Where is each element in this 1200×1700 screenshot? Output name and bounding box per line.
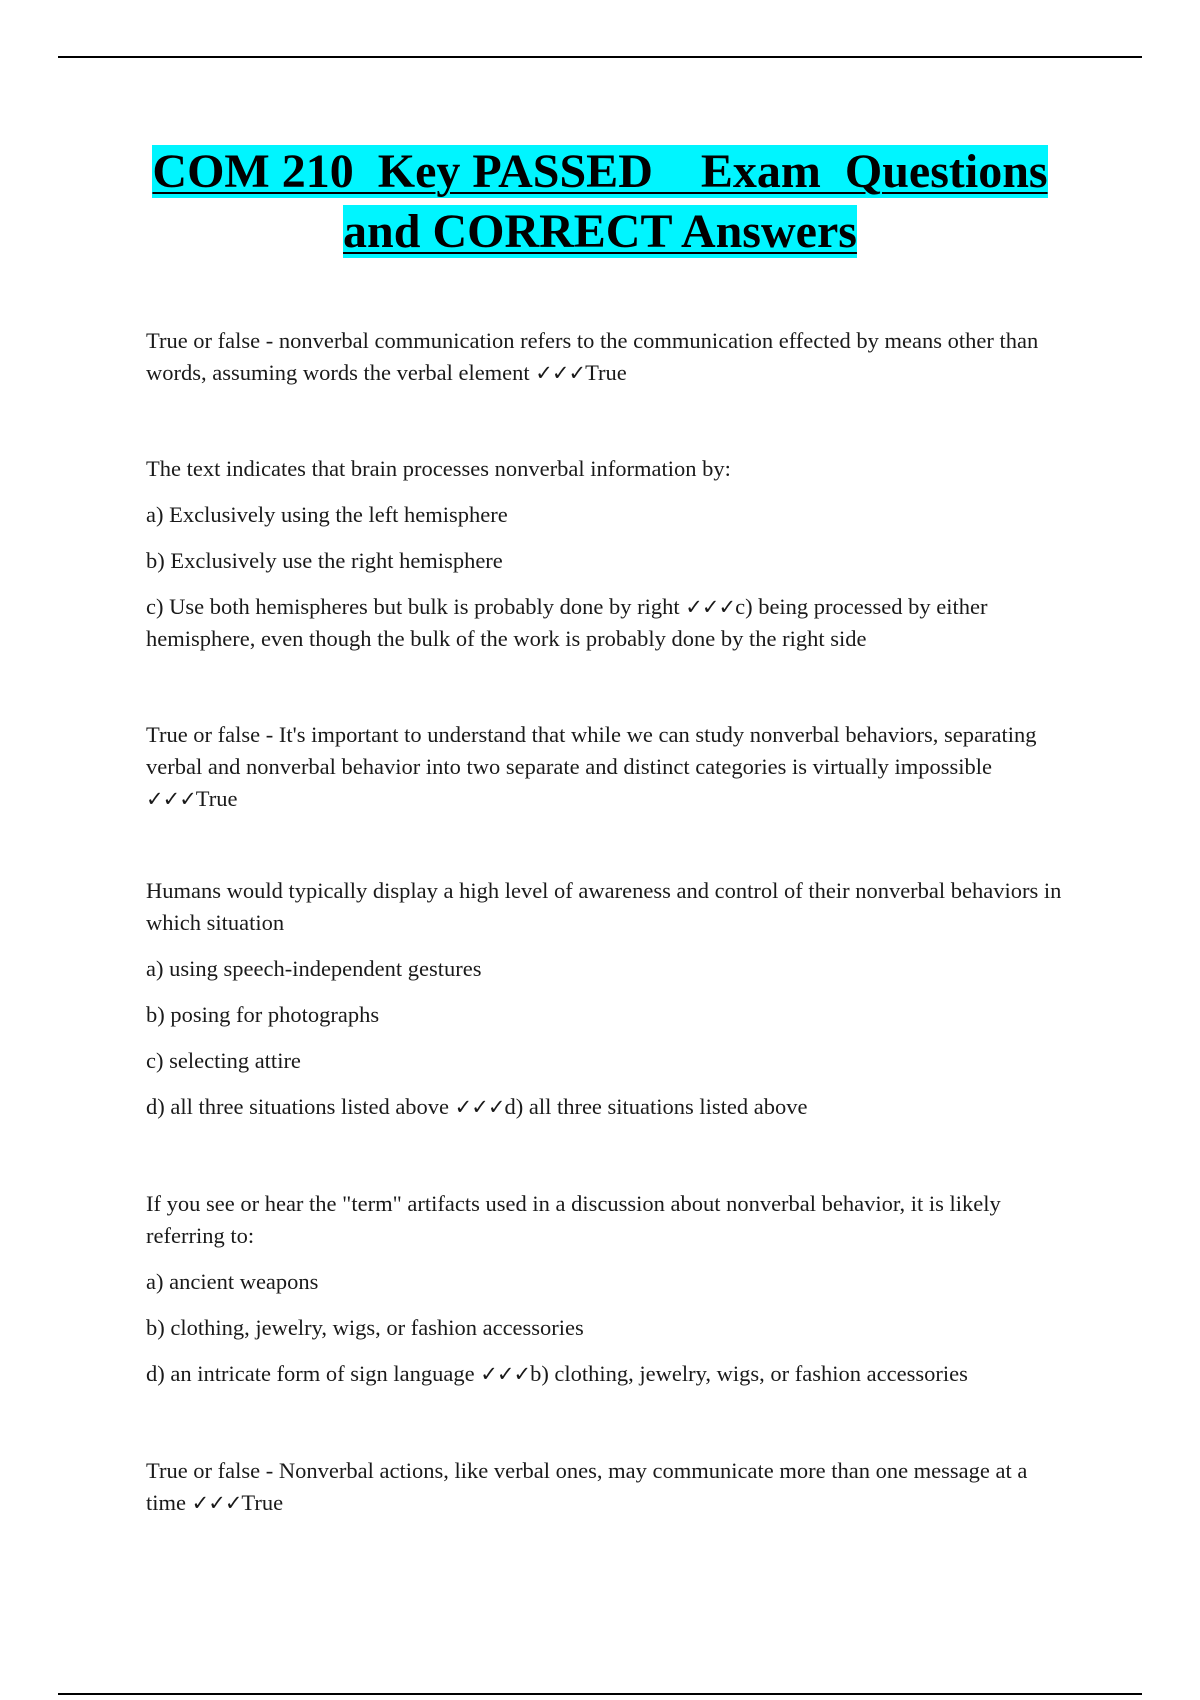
checkmark-icon: ✓✓✓ <box>535 361 586 385</box>
answer-text: True <box>585 360 627 385</box>
question-block <box>146 1188 1066 1390</box>
question-text: True or false - Nonverbal actions, like verbal ones, may communicate more than one message at a time ✓✓✓True <box>146 1458 1028 1515</box>
answer-text: True <box>195 786 238 811</box>
top-rule <box>58 56 1142 58</box>
checkmark-icon: ✓✓✓ <box>685 595 736 619</box>
answer-text: c) being processed by either hemisphere, even though the bulk of the work is probably done by the right side <box>146 594 988 651</box>
answer-text: b) clothing, jewelry, wigs, or fashion accessories <box>530 1361 968 1386</box>
question-block <box>146 1455 1066 1519</box>
question-block <box>146 719 1066 815</box>
option-item: a) Exclusively using the left hemisphere <box>146 502 508 527</box>
question-block <box>146 453 1066 655</box>
question-block <box>146 875 1066 1123</box>
question-text: True or false - nonverbal communication refers to the communication effected by means other than words, assuming words the verbal element ✓✓✓True <box>146 328 1039 385</box>
question-text: The text indicates that brain processes nonverbal information by: <box>146 456 731 481</box>
question-text: If you see or hear the "term" artifacts used in a discussion about nonverbal behavior, it is likely referring to: <box>146 1191 1001 1248</box>
question-text: Humans would typically display a high level of awareness and control of their nonverbal behaviors in which situation <box>146 878 1062 935</box>
option-item: a) using speech-independent gestures <box>146 956 482 981</box>
checkmark-icon: ✓✓✓ <box>146 787 196 811</box>
checkmark-icon: ✓✓✓ <box>454 1095 505 1119</box>
option-item: d) all three situations listed above ✓✓✓d) all three situations listed above <box>146 1094 808 1119</box>
question-text: True or false - It's important to understand that while we can study nonverbal behaviors, separating verbal and nonverbal behavior into two separate and distinct categories is virtually impossible ✓✓✓True <box>146 722 1037 811</box>
checkmark-icon: ✓✓✓ <box>191 1491 242 1515</box>
bottom-rule <box>58 1693 1142 1695</box>
checkmark-icon: ✓✓✓ <box>480 1362 531 1386</box>
option-item: d) an intricate form of sign language ✓✓✓b) clothing, jewelry, wigs, or fashion accessories <box>146 1361 968 1386</box>
answer-text: d) all three situations listed above <box>504 1094 808 1119</box>
document-title <box>100 142 1100 262</box>
option-item: c) Use both hemispheres but bulk is probably done by right ✓✓✓c) being processed by either hemisphere, even though the bulk of the work is probably done by the right side <box>146 594 988 651</box>
answer-text: True <box>241 1490 284 1515</box>
title-line-2: and CORRECT Answers <box>343 205 857 258</box>
option-item: b) posing for photographs <box>146 1002 380 1027</box>
option-item: a) ancient weapons <box>146 1269 319 1294</box>
question-block <box>146 325 1066 389</box>
title-line-1: COM 210 Key PASSED Exam Questions <box>152 145 1048 198</box>
option-item: b) Exclusively use the right hemisphere <box>146 548 503 573</box>
option-item: c) selecting attire <box>146 1048 301 1073</box>
option-item: b) clothing, jewelry, wigs, or fashion accessories <box>146 1315 584 1340</box>
